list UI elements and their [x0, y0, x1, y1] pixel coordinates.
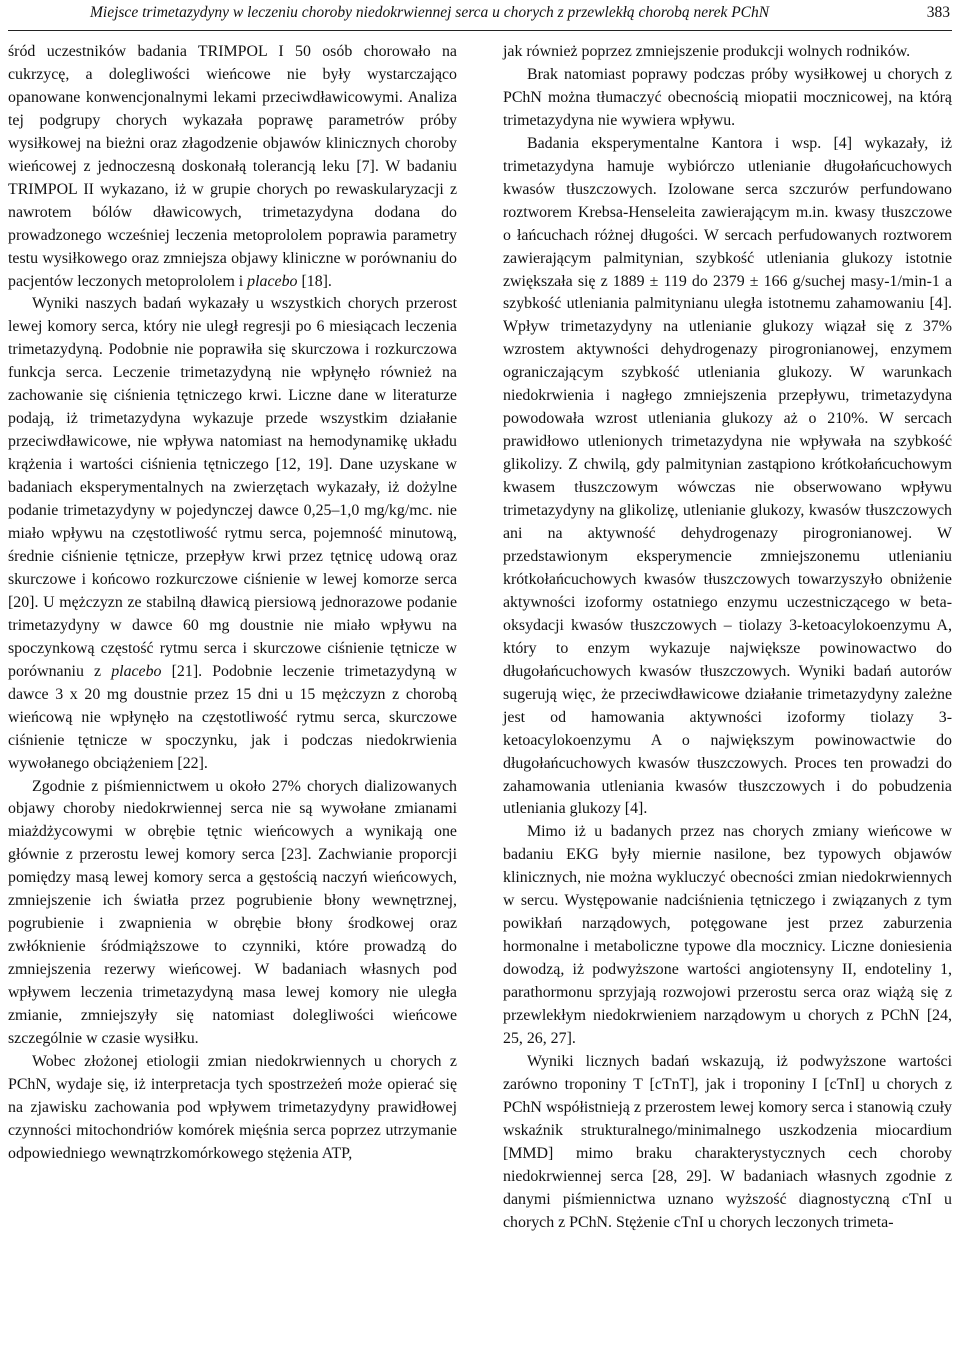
paragraph: Badania eksperymentalne Kantora i wsp. [4] wykazały, iż trimetazydyna hamuje wybiórczo utlenianie długołańcuchowych kwasów tłuszczowych. Izolowane serca szczurów perfundowano roztworem Krebsa-Henseleita zawierającym m.in. kwasy tłuszczowe o łańcuchach różnej długości. W sercach perfudowanych roztworem zawierającym palmitynian, szybkość utleniania glukozy istotnie zwiększała się z 1889 ± 119 do 2379 ± 166 g/suchej masy-1/min-1 a szybkość utleniania palmitynianu uległa istotnemu zahamowaniu [4]. Wpływ trimetazydyny na utlenianie glukozy wiązał się z 37% wzrostem aktywności dehydrogenazy pirogronianowej, enzymem ograniczającym szybkość utleniania glukozy. W warunkach niedokrwienia i nagłego zmniejszenia przepływu, trimetazydyna powodowała wzrost utleniania glukozy aż o 210%. W sercach prawidłowo utlenionych trimetazydyna nie wpływała na szybkość glikolizy. Z chwilą, gdy palmitynian zastąpiono krótkołańcuchowym kwasem tłuszczowym wówczas nie obserwowano wpływu trimetazydyny na glikolizę, utlenianie glukozy, kwasów tłuszczowych ani na aktywność dehydrogenazy pirogronianowej. W przedstawionym eksperymencie zmniejszonemu utlenianiu krótkołańcuchowych kwasów tłuszczowych towarzyszyło obniżenie aktywności izoformy ostatniego enzymu uczestniczącego w beta-oksydacji kwasów tłuszczowych – tiolazy 3-ketoacylokoenzymu A, który to enzym wykazuje największe powinowactwo do długołańcuchowych kwasów tłuszczowych. Wyniki badań autorów sugerują więc, że przeciwdławicowe działanie trimetazydyny zależne jest od hamowania aktywności izoformy tiolazy 3-ketoacylokoenzymu A o największym powinowactwie do długołańcuchowych kwasów tłuszczowych. Proces ten prowadzi do zahamowania utleniania kwasów tłuszczowych i do pobudzenia utleniania glukozy [4]. — [503, 134, 952, 818]
italic-term: placebo — [247, 272, 298, 290]
paragraph: Wobec złożonej etiologii zmian niedokrwiennych u chorych z PChN, wydaje się, iż interpretacja tych spostrzeżeń może opierać się na zjawisku zachowania pod wpływem trimetazydyny prawidłowej czynności mitochondriów komórek mięśnia serca poprzez utrzymanie odpowiedniego wewnątrzkomórkowego stężenia ATP, — [8, 1052, 457, 1162]
italic-term: placebo — [111, 662, 162, 680]
paragraph — [8, 41, 457, 293]
running-title: Miejsce trimetazydyny w leczeniu choroby niedokrwiennej serca u chorych z przewlekłą chorobą nerek PChN — [90, 4, 770, 21]
text-run: [21]. Podobnie leczenie trimetazydyną w dawce 3 x 20 mg doustnie przez 15 dni u 15 mężczyzn z chorobą wieńcową nie wpłynęło na częstotliwość rytmu serca, skurczowe ciśnienie tętnicze w spoczynku, jak i podczas niedokrwienia wywołanego obciążeniem [22]. — [8, 662, 458, 772]
paragraph: Mimo iż u badanych przez nas chorych zmiany wieńcowe w badaniu EKG były miernie nasilone, bez typowych objawów klinicznych, nie można wykluczyć obecności zmian niedokrwiennych w sercu. Występowanie nadciśnienia tętniczego i związanych z tym powikłań narządowych, potęgowane jest przez zaburzenia hormonalne i metaboliczne typowe dla mocznicy. Liczne doniesienia dowodzą, iż podwyższone wartości angiotensyny II, endoteliny 1, parathormonu sprzyjają rozwojowi przerostu serca oraz wiążą się z przewlekłym niedokrwieniem narządowym u chorych z PChN [24, 25, 26, 27]. — [503, 823, 952, 1047]
paragraph — [8, 293, 457, 775]
running-header — [8, 0, 952, 31]
paragraph: Brak natomiast poprawy podczas próby wysiłkowej u chorych z PChN można tłumaczyć obecnością miopatii mocznicowej, na którą trimetazydyna nie wywiera wpływu. — [503, 65, 952, 129]
page-number: 383 — [926, 4, 950, 21]
paragraph: jak również poprzez zmniejszenie produkcji wolnych rodników. — [503, 43, 911, 60]
paragraph: Zgodnie z piśmiennictwem u około 27% chorych dializowanych objawy choroby niedokrwiennej serca nie są wywołane zmianami miażdżycowymi w obrębie tętnic wieńcowych a wynikają one głównie z przerostu lewej komory serca [23]. Zachwianie proporcji pomiędzy masą lewej komory serca a gęstością naczyń wieńcowych, zmniejszenie ich światła przez pogrubienie błony wewnętrznej, pogrubienie i zwapnienia w obrębie błony środkowej oraz zwłóknienie śródmiąższowe to czynniki, które prowadzą do zmniejszenia rezerwy wieńcowej. W badaniach własnych pod wpływem leczenia trimetazydyną masa lewej komory nie uległa zmianie, zmniejszyły się natomiast dolegliwości wieńcowe szczególnie w czasie wysiłku. — [8, 777, 457, 1047]
text-run: [18]. — [297, 272, 332, 290]
text-run: śród uczestników badania TRIMPOL I 50 osób chorowało na cukrzycę, a dolegliwości wieńcowe nie były wystarczająco opanowane konwencjonalnymi lekami przeciwdławicowymi. Analiza tej podgrupy chorych wykazała poprawę parametrów próby wysiłkowej na bieżni oraz złagodzenie objawów klinicznych choroby wieńcowej z jednoczesną doskonałą tolerancją leku [7]. W badaniu TRIMPOL II wykazano, iż w grupie chorych po rewaskularyzacji z nawrotem bólów dławicowych, trimetazydyna dodana do prowadzonego wcześniej leczenia metoprololem poprawia parametry testu wysiłkowego oraz zmniejsza objawy kliniczne w porównaniu do pacjentów leczonych metoprololem i — [8, 43, 457, 290]
right-column — [503, 41, 952, 1235]
paragraph: Wyniki licznych badań wskazują, iż podwyższone wartości zarówno troponiny T [cTnT], jak i troponiny I [cTnI] u chorych z PChN współistnieją z przerostem lewej komory serca i stanowią czuły wskaźnik strukturalnego/minimalnego uszkodzenia miocardium [MMD] mimo braku charakterystycznych cech choroby niedokrwiennej serca [28, 29]. W badaniach własnych zgodnie z danymi piśmiennictwa uznano wyższość diagnostyczną cTnI u chorych z PChN. Stężenie cTnI u chorych leczonych trimeta- — [503, 1052, 952, 1231]
left-column — [8, 41, 457, 1166]
text-run: Wyniki naszych badań wykazały u wszystkich chorych przerost lewej komory serca, który nie uległ regresji po 6 miesiącach leczenia trimetazydyną. Podobnie nie poprawiła się skurczowa i rozkurczowa funkcja serca. Leczenie trimetazydyną nie wpłynęło również na zachowanie się ciśnienia tętniczego krwi. Liczne dane w literaturze podają, iż trimetazydyna wykazuje przede wszystkim działanie przeciwdławicowe, nie wpływa natomiast na hemodynamikę układu krążenia i wartości ciśnienia tętniczego [12, 19]. Dane uzyskane w badaniach eksperymentalnych na zwierzętach wykazały, iż dożylne podanie trimetazydyny w pojedynczej dawce 0,25–1,0 mg/kg/mc. nie miało wpływu na częstotliwość rytmu serca, pojemność minutową, średnie ciśnienie tętnicze, przepływ krwi przez tętnicę udową oraz skurczowe i końcowo rozkurczowe ciśnienie w lewej komorze serca [20]. U mężczyzn ze stabilną dławicą piersiową jednorazowe podanie trimetazydyny w dawce 60 mg doustnie nie miało wpływu na spoczynkową częstość rytmu serca i skurczowe ciśnienie tętnicze w porównaniu z — [8, 295, 457, 680]
